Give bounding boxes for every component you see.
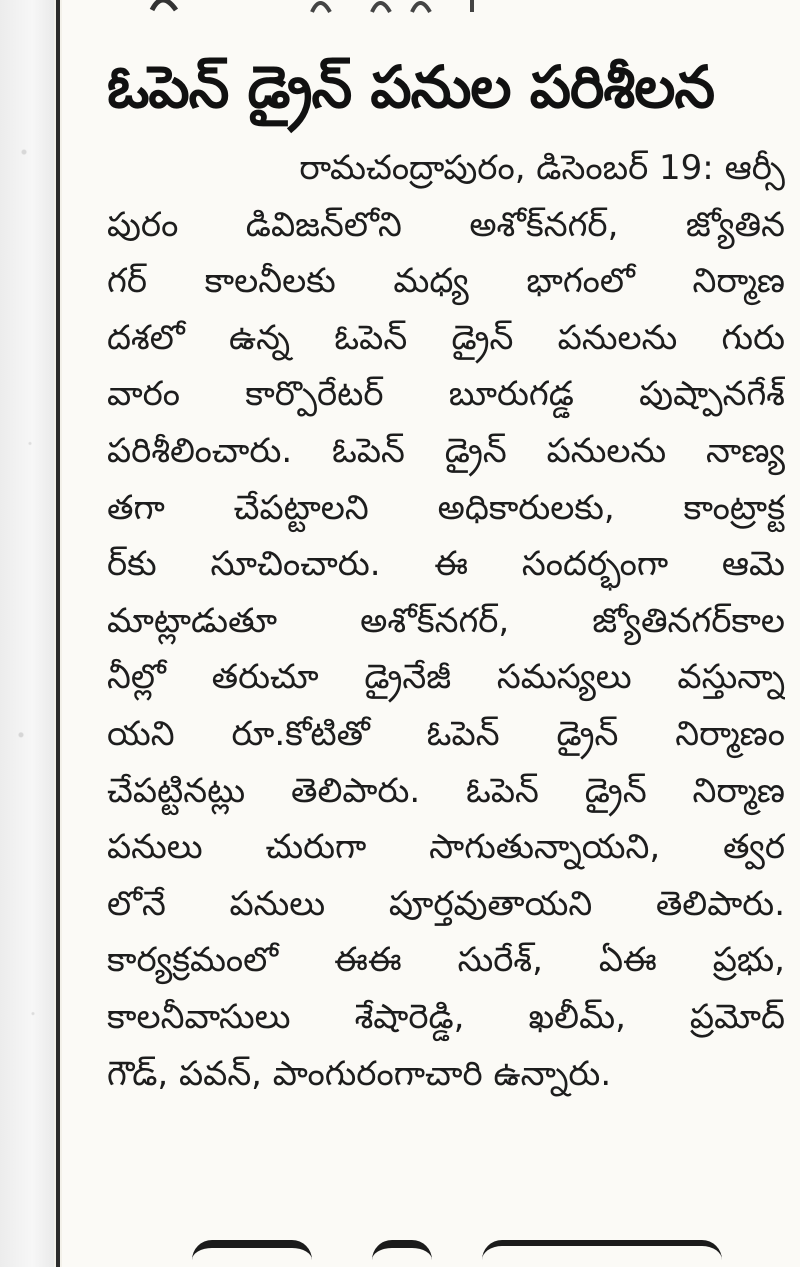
article-line: గర్ కాలనీలకు మధ్య భాగంలో నిర్మాణ [107,261,785,302]
article-line: ర్‌కు సూచించారు. ఈ సందర్భంగా ఆమె [107,544,785,585]
article-line: రామచంద్రాపురం, డిసెంబర్ 19: ఆర్సీ [299,148,785,188]
next-headline-cutoff [152,1232,792,1267]
article-line: దశలో ఉన్న ఓపెన్ డ్రైన్ పనులను గురు [107,317,785,358]
article-line: వారం కార్పొరేటర్ బూరుగడ్డ పుష్పానగేశ్ [107,374,785,415]
article-headline: ఓపెన్ డ్రైన్ పనుల పరిశీలన [107,53,715,121]
news-article-column [62,0,800,1267]
cutoff-glyph [192,1240,312,1267]
article-line: యని రూ.కోటితో ఓపెన్ డ్రైన్ నిర్మాణం [107,713,785,754]
article-line: గౌడ్, పవన్, పాంగురంగాచారి ఉన్నారు. [107,1053,612,1094]
article-line: కార్యక్రమంలో ఈఈ సురేశ్, ఏఈ ప్రభు, [107,940,785,981]
article-line: నీల్లో తరుచూ డ్రైనేజీ సమస్యలు వస్తున్నా [107,657,785,698]
paper-texture [12,0,42,1267]
article-line: తగా చేపట్టాలని అధికారులకు, కాంట్రాక్ట [107,487,785,528]
article-line: మాట్లాడుతూ అశోక్‌నగర్, జ్యోతినగర్‌కాల [107,600,785,641]
article-body [107,140,785,1102]
article-line: పనులు చురుగా సాగుతున్నాయని, త్వర [107,827,785,868]
cutoff-glyph [372,1240,432,1267]
article-line: చేపట్టినట్లు తెలిపారు. ఓపెన్ డ్రైన్ నిర్మాణ [107,770,785,811]
cutoff-glyph [482,1240,722,1267]
cutoff-glyphs [112,0,752,14]
article-line: పరిశీలించారు. ఓపెన్ డ్రైన్ పనులను నాణ్య [107,430,785,471]
article-line: కాలనీవాసులు శేషారెడ్డి, ఖలీమ్, ప్రమోద్ [107,996,785,1037]
article-line: పురం డివిజన్‌లోని అశోక్‌నగర్, జ్యోతిన [107,204,785,245]
previous-article-cutoff-text [112,0,752,14]
column-divider-rule [56,0,60,1267]
article-line: లోనే పనులు పూర్తవుతాయని తెలిపారు. [107,883,785,924]
adjacent-column-margin [0,0,54,1267]
